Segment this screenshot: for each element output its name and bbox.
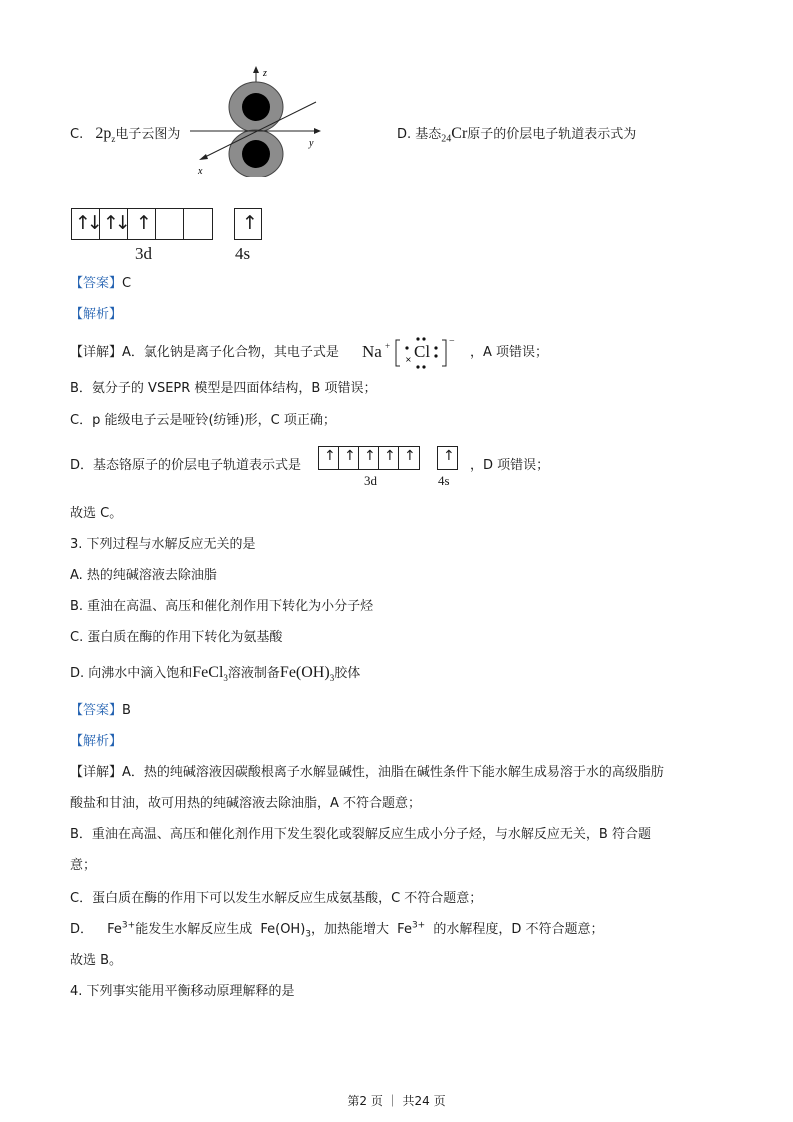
up-arrow-icon: ↑ <box>443 448 455 464</box>
q3-answer <box>70 702 131 720</box>
axis-label-z: z <box>263 68 267 79</box>
page-footer: 第2 页 ｜ 共24 页 <box>347 1094 446 1108</box>
q3-detail-d: D． $Fe^{3+}$能发生水解反应生成 $Fe(OH)_3$，加热能增大 $Fe^{3+}$ 的水解程度，D 不符合题意； <box>70 920 604 940</box>
na-symbol: Na <box>362 342 382 361</box>
q3-analysis-tag: 【解析】 <box>70 734 123 749</box>
orbital-box <box>398 446 420 470</box>
orbital-box <box>318 446 339 470</box>
option-d-prefix: D. 基态 <box>397 127 442 142</box>
orbital-box <box>338 446 359 470</box>
q2-detail-c: C．p 能级电子云是哑铃(纺锤)形，C 项正确； <box>70 413 336 428</box>
q2-detail-d-end: ，D 项错误； <box>470 458 550 473</box>
option-c-suffix: 电子云图为 <box>115 127 181 142</box>
fe3-ion: $Fe^{3+}$ <box>397 920 426 937</box>
answer-value: C <box>122 276 132 291</box>
up-arrow-icon: ↑ <box>384 448 396 464</box>
option-d-line <box>397 125 636 144</box>
orbital-box <box>183 208 213 240</box>
cl-charge: − <box>449 336 455 347</box>
up-arrow-icon: ↑ <box>404 448 416 464</box>
q2-analysis-tag: 【解析】 <box>70 307 123 322</box>
up-arrow-icon: ↑ <box>324 448 336 464</box>
option-c-prefix: C. <box>70 127 84 142</box>
orbital-box-4s <box>437 446 458 470</box>
detail-a-text: A．氯化钠是离子化合物，其电子式是 <box>122 345 339 360</box>
answer-tag: 【答案】 <box>70 703 123 718</box>
svg-text:×: × <box>405 355 412 364</box>
q3-detail-c: C．蛋白质在酶的作用下可以发生水解反应生成氨基酸，C 不符合题意； <box>70 891 483 906</box>
option-d-suffix: 原子的价层电子轨道表示式为 <box>467 127 637 142</box>
orbital-box <box>378 446 399 470</box>
cl-symbol: Cl <box>414 342 431 361</box>
z-axis-arrow <box>253 66 259 73</box>
fecl3-formula: FeCl$_3$ <box>192 664 228 684</box>
q3-detail-a2: 酸盐和甘油，故可用热的纯碱溶液去除油脂，A 不符合题意； <box>70 796 422 811</box>
q3-question: 3. 下列过程与水解反应无关的是 <box>70 537 256 552</box>
q2-conclusion: 故选 C。 <box>70 506 123 521</box>
axis-label-y: y <box>309 138 314 149</box>
label-4s: 4s <box>235 244 251 263</box>
label-3d: 3d <box>135 244 152 263</box>
up-arrow-icon: ↑ <box>242 212 258 234</box>
up-arrow-icon: ↑ <box>344 448 356 464</box>
q3-option-c: C. 蛋白质在酶的作用下转化为氨基酸 <box>70 630 283 645</box>
q3-detail-a1: 【详解】A．热的纯碱溶液因碳酸根离子水解显碱性，油脂在碱性条件下能水解生成易溶于水的高级脂肪 <box>70 765 664 780</box>
upper-lobe-inner <box>242 93 270 121</box>
lower-lobe-inner <box>242 140 270 168</box>
axis-label-x: x <box>198 166 203 177</box>
q3-conclusion: 故选 B。 <box>70 953 123 968</box>
label-4s-small: 4s <box>438 473 450 488</box>
element-symbol: Cr <box>451 125 468 142</box>
q3-detail-b2: 意； <box>70 858 97 873</box>
orbital-box <box>99 208 128 240</box>
orbital-box <box>127 208 156 240</box>
detail-a-end: ，A 项错误； <box>470 345 549 360</box>
q4-question: 4. 下列事实能用平衡移动原理解释的是 <box>70 984 295 999</box>
na-charge: + <box>385 341 391 351</box>
orbital-box <box>358 446 379 470</box>
q2-detail-b: B．氨分子的 VSEPR 模型是四面体结构，B 项错误； <box>70 381 377 396</box>
up-arrow-icon: ↑ <box>364 448 376 464</box>
x-axis-arrow <box>199 154 208 160</box>
q3-option-d: D. 向沸水中滴入饱和FeCl$_3$溶液制备$Fe(OH)_3$胶体 <box>70 664 361 684</box>
pz-electron-cloud-diagram <box>185 62 330 177</box>
label-3d-small: 3d <box>364 473 377 488</box>
orbital-box <box>71 208 100 240</box>
answer-tag: 【答案】 <box>70 276 123 291</box>
orbital-box <box>155 208 184 240</box>
feoh3-formula: $Fe(OH)_3$ <box>279 664 335 684</box>
y-axis-arrow <box>314 128 321 134</box>
detail-tag: 【详解】 <box>70 765 123 780</box>
orbital-box-4s <box>234 208 262 240</box>
feoh3-formula: $Fe(OH)_3$ <box>260 922 312 940</box>
fe3-ion: $Fe^{3+}$ <box>107 920 136 937</box>
orbital-label: $2p_z$ <box>95 125 116 145</box>
q2-detail-a <box>70 344 339 362</box>
option-c-line <box>70 125 180 144</box>
up-arrow-icon: ↑ <box>136 212 152 234</box>
q3-detail-b1: B．重油在高温、高压和催化剂作用下发生裂化或裂解反应生成小分子烃，与水解反应无关，B 符合题 <box>70 827 651 842</box>
paired-arrows-icon: ↑↓ <box>75 212 99 234</box>
atomic-number: 24 <box>441 133 452 145</box>
paired-arrows-icon: ↑↓ <box>103 212 127 234</box>
answer-value: B <box>122 703 131 718</box>
q2-detail-d-text: D．基态铬原子的价层电子轨道表示式是 <box>70 458 302 473</box>
q3-option-a: A. 热的纯碱溶液去除油脂 <box>70 568 217 583</box>
q3-option-b: B. 重油在高温、高压和催化剂作用下转化为小分子烃 <box>70 599 374 614</box>
detail-tag: 【详解】 <box>70 345 123 360</box>
q2-answer <box>70 275 131 293</box>
